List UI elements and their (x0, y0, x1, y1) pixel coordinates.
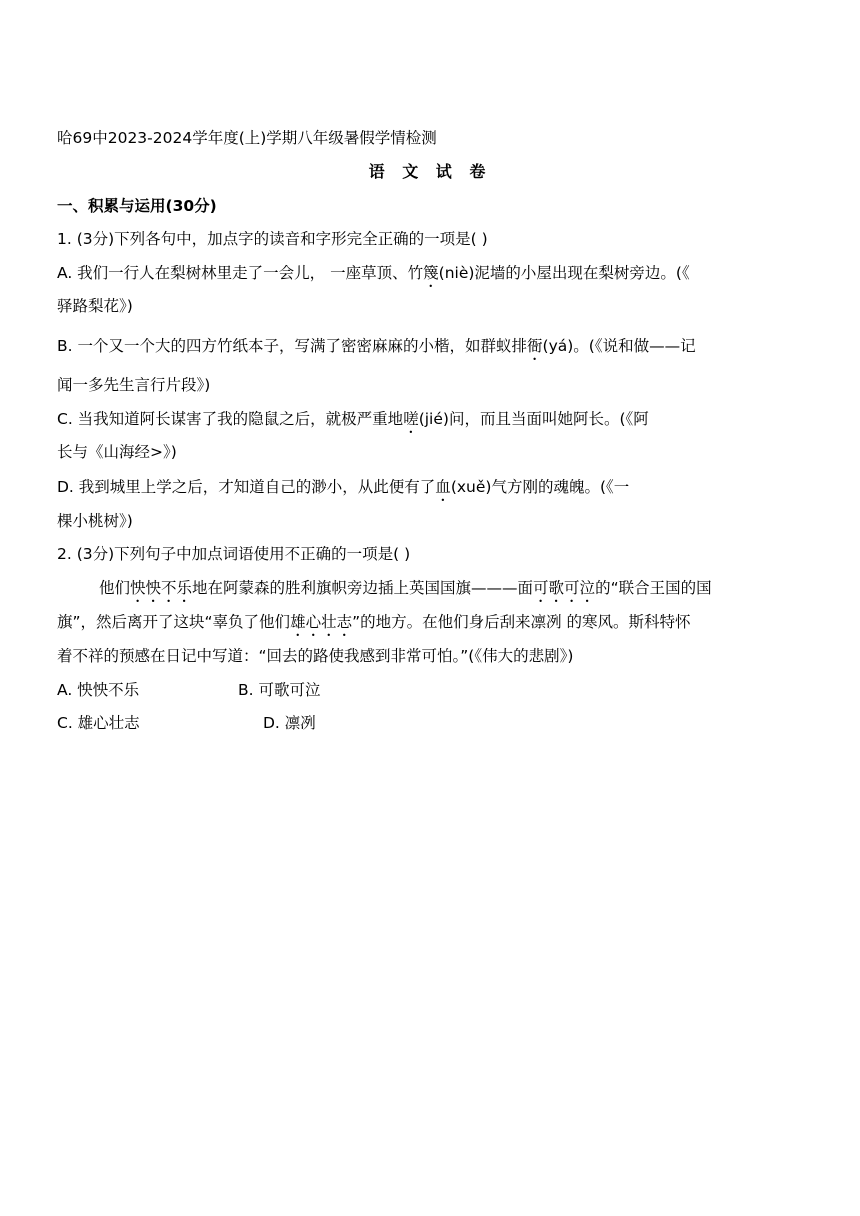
q2-option-b: B. 可歌可泣 (238, 681, 321, 699)
q2-passage-line3: 着不祥的预感在日记中写道：“回去的路使我感到非常可怕。”(《伟大的悲剧》) (57, 647, 574, 665)
section-heading: 一、积累与运用(30分) (57, 197, 217, 215)
question-1-stem: 1. (3分)下列各句中，加点字的读音和字形完全正确的一项是( ) (57, 230, 488, 248)
q2-passage-line2 (57, 612, 691, 640)
q1-option-b-dotted-char: 衙 (527, 337, 543, 355)
q1-option-a-pre: A. 我们一行人在梨树林里走了一会儿， 一座草顶、竹 (57, 264, 424, 282)
q2-option-d: D. 凛冽 (263, 714, 316, 732)
question-2-stem: 2. (3分)下列句子中加点词语使用不正确的一项是( ) (57, 545, 411, 563)
q2-dotted-phrase-1: 怏怏不乐 (130, 579, 193, 597)
q2-passage-l1-pre: 他们 (99, 579, 131, 597)
q1-option-b-post: (yá)。(《说和做——记 (542, 337, 696, 355)
q1-option-a-post: (niè)泥墙的小屋出现在梨树旁边。(《 (438, 264, 690, 282)
q2-dotted-phrase-3: 雄心壮志 (290, 613, 353, 631)
q1-option-c-pre: C. 当我知道阿长谋害了我的隐鼠之后，就极严重地 (57, 410, 404, 428)
subject-title: 语 文 试 卷 (368, 162, 492, 181)
q1-option-d-line2: 棵小桃树》) (57, 512, 133, 530)
q1-option-d-dotted-char: 血 (435, 478, 451, 496)
q2-option-a: A. 怏怏不乐 (57, 681, 140, 699)
q2-passage-l1-mid: 地在阿蒙森的胜利旗帜旁边插上英国国旗———面 (192, 579, 534, 597)
exam-header-line: 哈69中2023-2024学年度(上)学期八年级暑假学情检测 (57, 129, 437, 147)
q1-option-a-line2: 驿路梨花》) (57, 297, 133, 315)
q2-passage-l1-post: 的“联合王国的国 (595, 579, 712, 597)
q1-option-c-dotted-char: 嗟 (403, 410, 419, 428)
q1-option-a-dotted-char: 篾 (423, 264, 439, 282)
q1-option-c (57, 409, 649, 437)
q1-option-c-line2: 长与《山海经>》) (57, 443, 177, 461)
q2-dotted-phrase-2: 可歌可泣 (533, 579, 596, 597)
q1-option-d (57, 477, 629, 505)
q1-option-b-line2: 闻一多先生言行片段》) (57, 376, 211, 394)
q2-passage-l2-post: ”的地方。在他们身后刮来凛冽 的寒风。斯科特怀 (352, 613, 691, 631)
q1-option-d-post: (xuě)气方刚的魂魄。(《一 (450, 478, 630, 496)
q1-option-d-pre: D. 我到城里上学之后，才知道自己的渺小，从此便有了 (57, 478, 436, 496)
q1-option-b-pre: B. 一个又一个大的四方竹纸本子，写满了密密麻麻的小楷，如群蚁排 (57, 337, 527, 355)
q1-option-b (57, 336, 696, 364)
q1-option-a (57, 263, 690, 291)
q1-option-c-post: (jié)问，而且当面叫她阿长。(《阿 (418, 410, 649, 428)
q2-passage-l2-pre: 旗”，然后离开了这块“辜负了他们 (57, 613, 291, 631)
q2-option-c: C. 雄心壮志 (57, 714, 140, 732)
q2-passage-line1 (99, 578, 712, 606)
